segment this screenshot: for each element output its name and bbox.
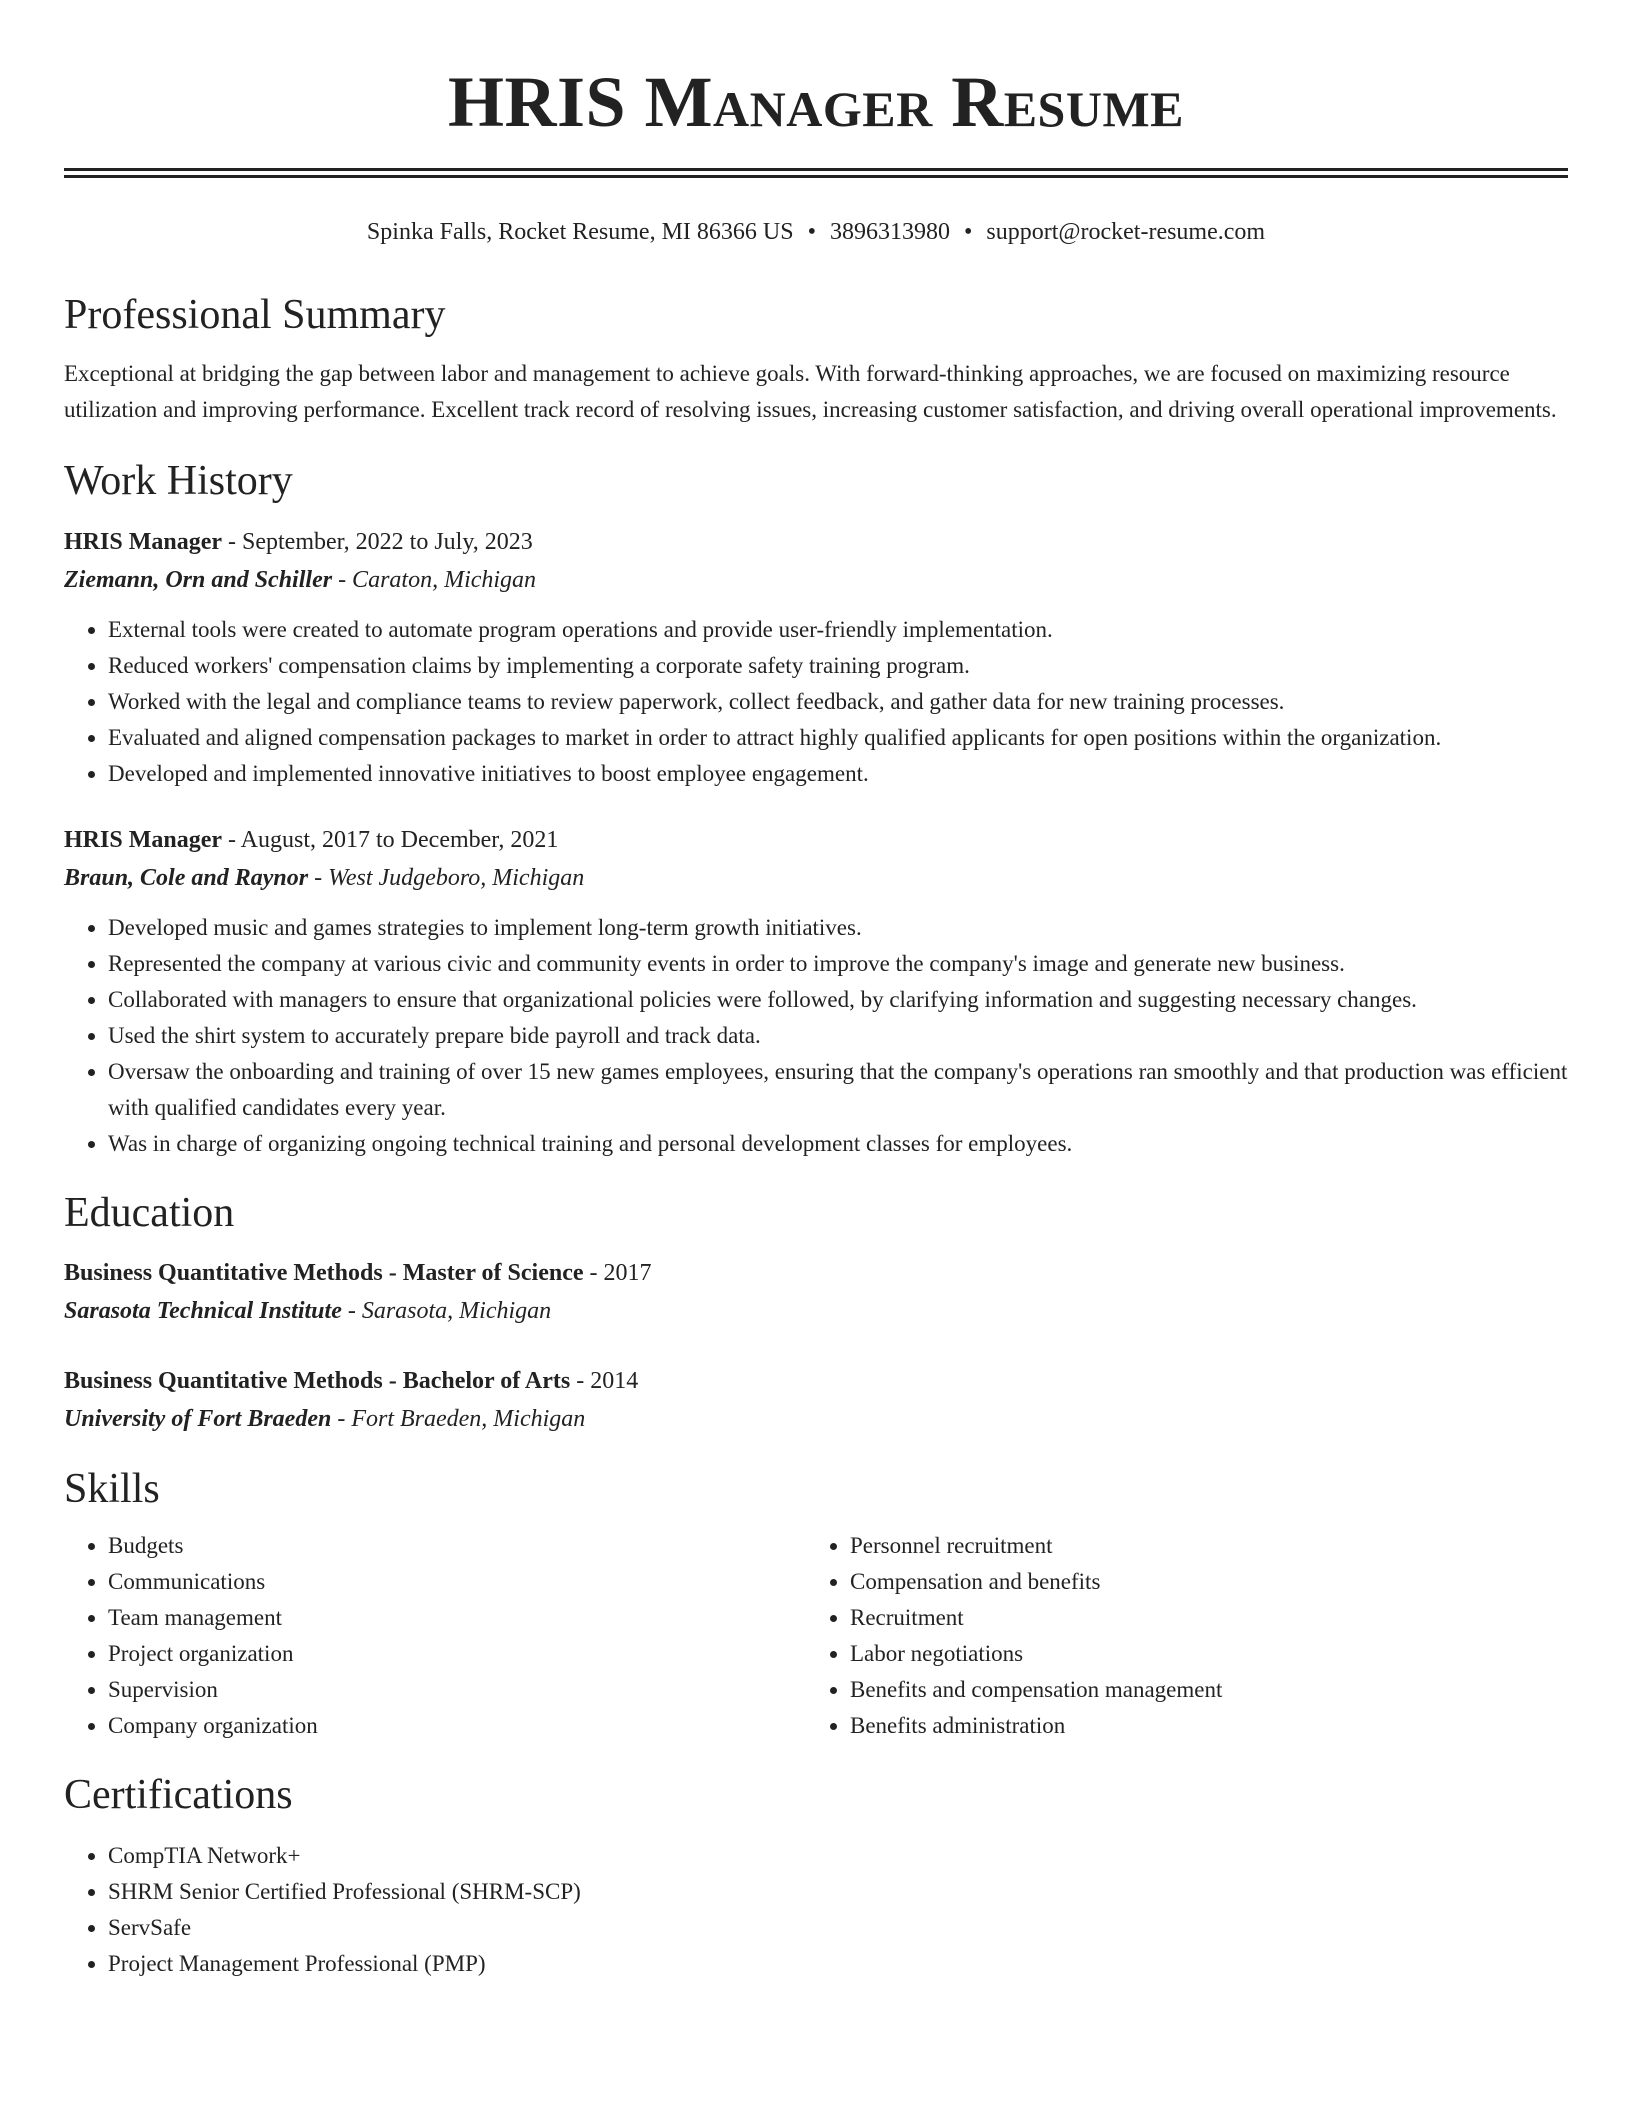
- title-divider: [64, 168, 1568, 178]
- work-history-section: [64, 456, 1568, 1162]
- skills-heading: Skills: [64, 1466, 160, 1512]
- job-bullet-list: [64, 910, 1568, 1162]
- school-name: Sarasota Technical Institute: [64, 1298, 342, 1324]
- degree-year: - 2014: [570, 1368, 639, 1394]
- contact-separator: •: [807, 219, 816, 245]
- certifications-section: [64, 1770, 1568, 1982]
- job-bullet: • Collaborated with managers to ensure that organizational policies were followed, by clarifying information and suggesting necessary changes.: [108, 982, 1568, 1018]
- certification-item: • Project Management Professional (PMP): [108, 1946, 1568, 1982]
- resume-title: HRIS Manager Resume: [448, 62, 1184, 142]
- job-bullet: • Developed music and games strategies to implement long-term growth initiatives.: [108, 910, 1568, 946]
- job-company: Braun, Cole and Raynor: [64, 865, 309, 891]
- skill-item: • Supervision: [108, 1672, 806, 1708]
- job-bullet: • Used the shirt system to accurately prepare bide payroll and track data.: [108, 1018, 1568, 1054]
- job-title-line: [64, 524, 1568, 560]
- job-dates: - August, 2017 to December, 2021: [222, 827, 559, 853]
- summary-section: [64, 290, 1568, 428]
- job-company-line: [64, 858, 1568, 898]
- skill-item: • Labor negotiations: [850, 1636, 1548, 1672]
- skill-item: • Compensation and benefits: [850, 1564, 1548, 1600]
- job-title-line: [64, 822, 1568, 858]
- job-bullet: • External tools were created to automate program operations and provide user-friendly implementation.: [108, 612, 1568, 648]
- skills-list-left: [64, 1528, 806, 1744]
- job-bullet: • Evaluated and aligned compensation packages to market in order to attract highly qualified applicants for open positions within the organization.: [108, 720, 1568, 756]
- job-entry: [64, 524, 1568, 792]
- job-role: HRIS Manager: [64, 827, 222, 853]
- skill-item: • Team management: [108, 1600, 806, 1636]
- skill-item: • Project organization: [108, 1636, 806, 1672]
- school-location: - Sarasota, Michigan: [341, 1298, 552, 1324]
- certifications-heading: Certifications: [64, 1772, 293, 1818]
- skill-item: • Recruitment: [850, 1600, 1548, 1636]
- job-bullet: • Oversaw the onboarding and training of over 15 new games employees, ensuring that the company's operations ran smoothly and that production was efficient with qualified candidates every year.: [108, 1054, 1568, 1126]
- skill-item: • Benefits administration: [850, 1708, 1548, 1744]
- school-line: [64, 1400, 1568, 1438]
- degree-line: [64, 1362, 1568, 1400]
- job-location: - Caraton, Michigan: [332, 567, 537, 593]
- job-bullet: • Was in charge of organizing ongoing technical training and personal development classes for employees.: [108, 1126, 1568, 1162]
- certification-item: • SHRM Senior Certified Professional (SHRM-SCP): [108, 1874, 1568, 1910]
- skill-item: • Personnel recruitment: [850, 1528, 1548, 1564]
- job-bullet-list: [64, 612, 1568, 792]
- certification-item: • ServSafe: [108, 1910, 1568, 1946]
- job-bullet: • Represented the company at various civic and community events in order to improve the company's image and generate new business.: [108, 946, 1568, 982]
- skill-item: • Company organization: [108, 1708, 806, 1744]
- job-bullet: • Developed and implemented innovative initiatives to boost employee engagement.: [108, 756, 1568, 792]
- degree-name: Business Quantitative Methods - Bachelor of Arts: [64, 1368, 571, 1394]
- certifications-list: [64, 1838, 1568, 1982]
- skill-item: • Communications: [108, 1564, 806, 1600]
- skills-grid: [64, 1528, 1568, 1744]
- job-location: - West Judgeboro, Michigan: [308, 865, 585, 891]
- job-company-line: [64, 560, 1568, 600]
- job-bullet: • Reduced workers' compensation claims by implementing a corporate safety training program.: [108, 648, 1568, 684]
- education-section: [64, 1188, 1568, 1438]
- skills-section: [64, 1464, 1568, 1744]
- summary-heading: Professional Summary: [64, 292, 446, 338]
- job-bullet: • Worked with the legal and compliance teams to review paperwork, collect feedback, and gather data for new training processes.: [108, 684, 1568, 720]
- certification-item: • CompTIA Network+: [108, 1838, 1568, 1874]
- skill-item: • Budgets: [108, 1528, 806, 1564]
- contact-phone: 3896313980: [829, 219, 950, 245]
- skills-list-right: [806, 1528, 1548, 1744]
- job-role: HRIS Manager: [64, 529, 222, 555]
- education-heading: Education: [64, 1190, 235, 1236]
- education-entry: [64, 1362, 1568, 1438]
- job-dates: - September, 2022 to July, 2023: [222, 529, 533, 555]
- job-company: Ziemann, Orn and Schiller: [64, 567, 333, 593]
- school-line: [64, 1292, 1568, 1330]
- summary-text: Exceptional at bridging the gap between labor and management to achieve goals. With forward-thinking approaches, we are focused on maximizing resource utilization and improving performance. Excellent track record of resolving issues, increasing customer satisfaction, and driving overall operational improvements.: [64, 361, 1557, 422]
- contact-line: [64, 216, 1568, 248]
- school-location: - Fort Braeden, Michigan: [331, 1406, 586, 1432]
- school-name: University of Fort Braeden: [64, 1406, 332, 1432]
- degree-name: Business Quantitative Methods - Master of Science: [64, 1260, 584, 1286]
- degree-line: [64, 1254, 1568, 1292]
- work-history-heading: Work History: [64, 458, 293, 504]
- contact-separator: •: [963, 219, 973, 245]
- job-entry: [64, 822, 1568, 1162]
- contact-email: support@rocket-resume.com: [986, 219, 1266, 245]
- contact-address: Spinka Falls, Rocket Resume, MI 86366 US: [366, 219, 794, 245]
- education-entry: [64, 1254, 1568, 1330]
- degree-year: - 2017: [583, 1260, 652, 1286]
- skill-item: • Benefits and compensation management: [850, 1672, 1548, 1708]
